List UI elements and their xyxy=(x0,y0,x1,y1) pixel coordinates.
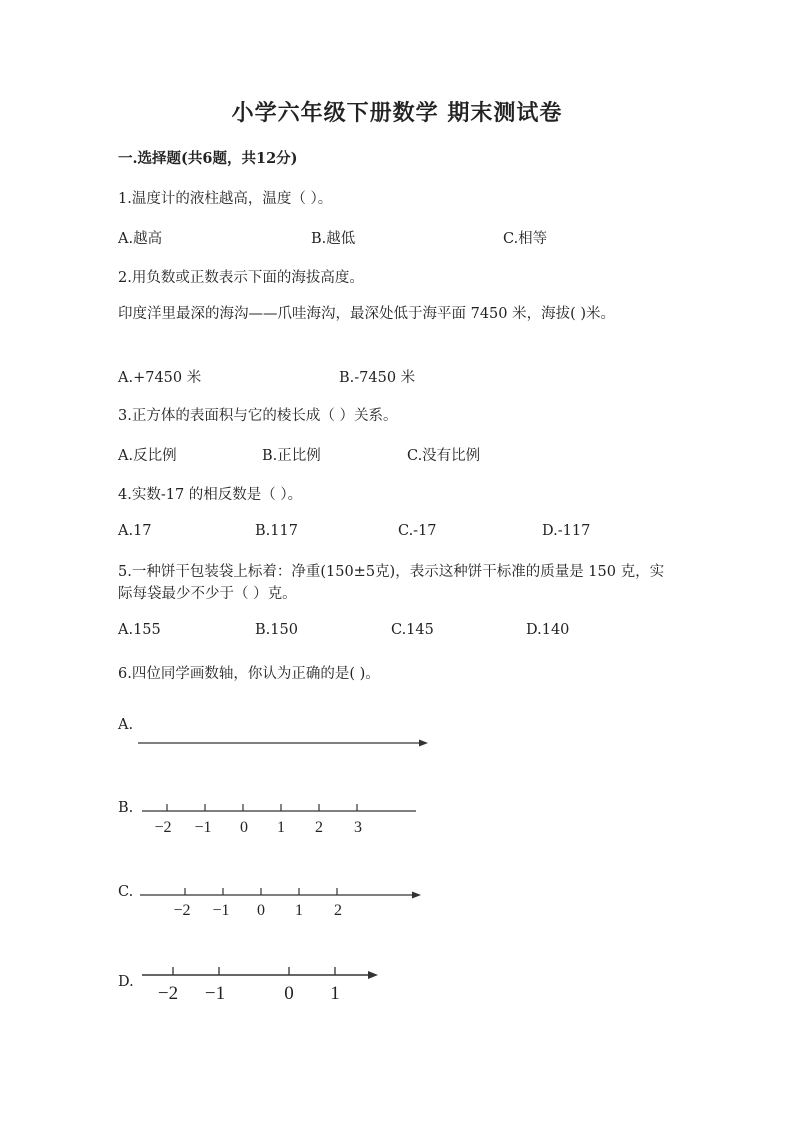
question-5-option-a: A.155 xyxy=(118,622,161,638)
number-line-d-label: 1 xyxy=(330,983,340,1004)
question-2-stem: 2.用负数或正数表示下面的海拔高度。 xyxy=(118,270,364,286)
number-line-a xyxy=(130,733,440,753)
question-4-option-c: C.-17 xyxy=(398,523,437,539)
question-4-option-a: A.17 xyxy=(118,523,152,539)
question-3-option-c: C.没有比例 xyxy=(407,448,481,464)
question-1-option-c: C.相等 xyxy=(503,231,548,247)
number-line-d-label: 0 xyxy=(284,983,294,1004)
number-line-b-label: 0 xyxy=(240,819,248,836)
number-line-c-label: 0 xyxy=(257,902,265,919)
number-line-d-label: −1 xyxy=(204,983,226,1004)
question-4-stem: 4.实数-17 的相反数是（ ）。 xyxy=(118,487,303,503)
number-line-c-label: 1 xyxy=(295,902,303,919)
number-line-b-label: −2 xyxy=(154,819,172,836)
question-4-option-d: D.-117 xyxy=(542,523,591,539)
question-5-stem: 5.一种饼干包装袋上标着：净重(150±5克)，表示这种饼干标准的质量是 150 克，实际每袋最少不少于（ ）克。 xyxy=(118,564,665,602)
question-1-option-a: A.越高 xyxy=(118,231,163,247)
question-3-option-a: A.反比例 xyxy=(118,448,177,464)
number-line-c xyxy=(130,884,430,924)
question-5-option-b: B.150 xyxy=(255,622,298,638)
question-5-option-d: D.140 xyxy=(526,622,570,638)
number-line-b-label: 1 xyxy=(277,819,285,836)
question-1-option-b: B.越低 xyxy=(311,231,356,247)
question-6-option-c: C. xyxy=(118,884,134,900)
question-3-stem: 3.正方体的表面积与它的棱长成（ ）关系。 xyxy=(118,408,398,424)
number-line-c-label: −1 xyxy=(212,902,230,919)
question-2-detail: 印度洋里最深的海沟——爪哇海沟，最深处低于海平面 7450 米，海拔( )米。 xyxy=(118,306,616,322)
number-line-b-label: 2 xyxy=(315,819,323,836)
number-line-b-label: 3 xyxy=(354,819,362,836)
question-6-stem: 6.四位同学画数轴，你认为正确的是( )。 xyxy=(118,666,380,682)
question-5-option-c: C.145 xyxy=(391,622,434,638)
question-2-option-a: A.+7450 米 xyxy=(118,370,202,386)
question-4-option-b: B.117 xyxy=(255,523,298,539)
question-1-stem: 1.温度计的液柱越高，温度（ ）。 xyxy=(118,191,333,207)
section-heading: 一.选择题(共6题，共12分) xyxy=(118,150,298,167)
number-line-d-label: −2 xyxy=(157,983,179,1004)
question-6-option-d: D. xyxy=(118,974,134,990)
page-title: 小学六年级下册数学 期末测试卷 xyxy=(231,100,563,126)
number-line-b-label: −1 xyxy=(194,819,212,836)
number-line-c-label: 2 xyxy=(334,902,342,919)
number-line-c-label: −2 xyxy=(173,902,191,919)
number-line-b xyxy=(130,800,430,840)
question-6-option-a: A. xyxy=(118,717,134,733)
number-line-d xyxy=(130,962,390,1008)
question-6-option-b: B. xyxy=(118,800,134,816)
question-3-option-b: B.正比例 xyxy=(262,448,321,464)
question-2-option-b: B.-7450 米 xyxy=(339,370,416,386)
